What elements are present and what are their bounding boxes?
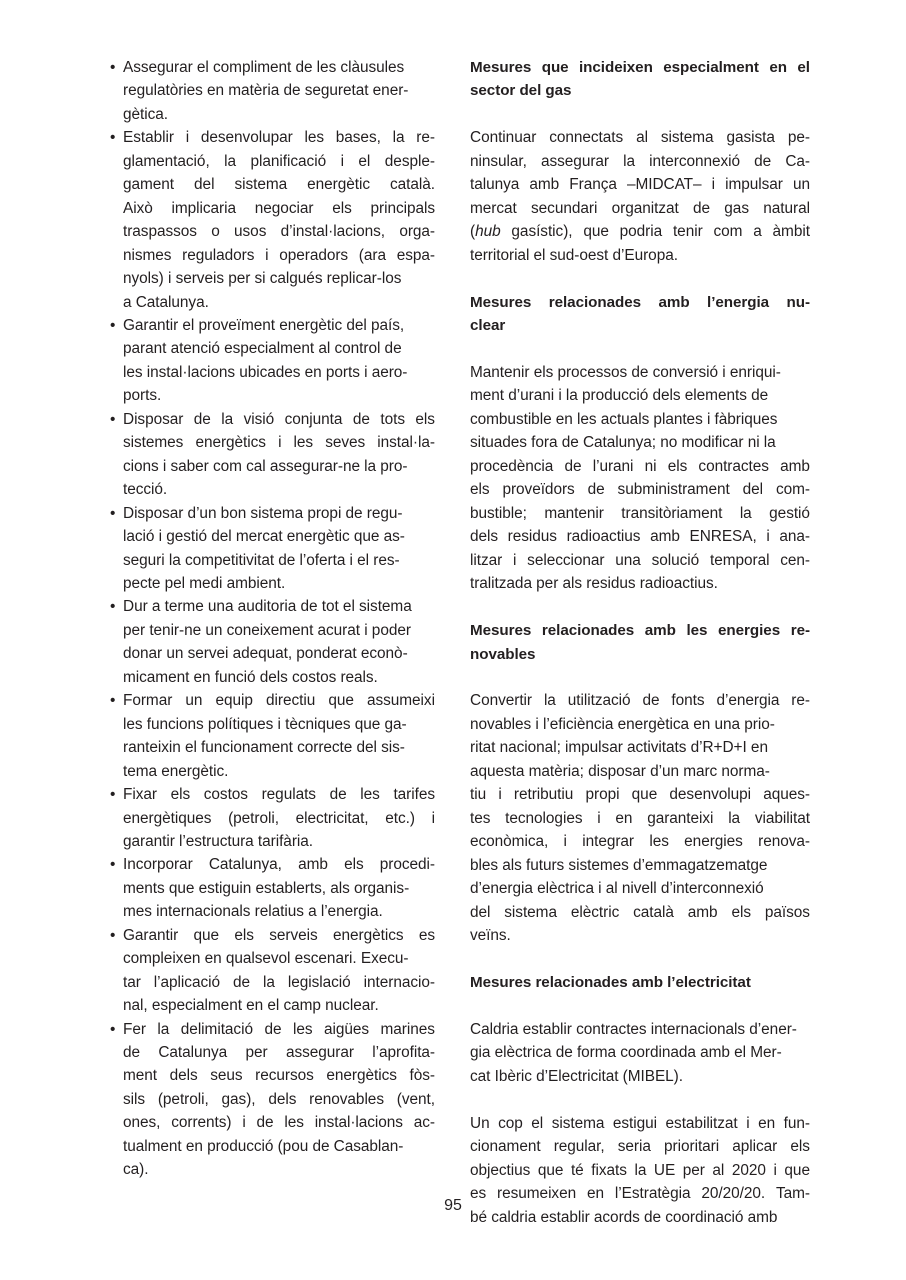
- list-item: [110, 853, 435, 923]
- text-line: Disposar de la visió conjunta de tots els: [123, 410, 435, 428]
- text-line: cions i saber com cal assegurar-ne la pro-: [123, 457, 408, 475]
- list-item-text: [123, 924, 435, 1018]
- text-line: tes tecnologies i en garanteixi la viabilitat: [470, 809, 810, 827]
- measures-bullet-list: [110, 56, 435, 1182]
- bullet-icon: •: [110, 598, 116, 616]
- bullet-icon: •: [110, 410, 116, 428]
- text-line: Dur a terme una auditoria de tot el sistema: [123, 598, 412, 616]
- list-item-text: [123, 502, 435, 596]
- list-item-text: [123, 595, 435, 689]
- list-item: [110, 408, 435, 502]
- text-line: aquesta matèria; disposar d’un marc norma-: [470, 762, 770, 780]
- section-spacer: [470, 267, 810, 291]
- text-line: Mesures que incideixen especialment en el: [470, 59, 810, 76]
- page-number: 95: [444, 1197, 462, 1214]
- text-line: sils (petroli, gas), dels renovables (vent,: [123, 1090, 435, 1108]
- text-line: les instal·lacions ubicades en ports i aero-: [123, 363, 408, 381]
- text-line: donar un servei adequat, ponderat econò-: [123, 645, 408, 663]
- text-line: procedència de l’urani ni els contractes amb: [470, 457, 810, 475]
- text-line: (hub gasístic), que podria tenir com a àmbit: [470, 223, 810, 241]
- text-line: Mesures relacionades amb les energies re-: [470, 622, 810, 640]
- body-paragraph: [470, 126, 810, 267]
- text-line: traspassos o usos d’instal·lacions, orga-: [123, 223, 435, 241]
- left-column: [110, 56, 435, 1229]
- text-line: els proveïdors de subministrament del com-: [470, 481, 810, 499]
- bullet-icon: •: [110, 59, 116, 76]
- text-line: nismes reguladors i operadors (ara espa-: [123, 246, 435, 264]
- text-line: Un cop el sistema estigui estabilitzat i en fun-: [470, 1114, 810, 1132]
- section-heading: [470, 619, 810, 666]
- text-line: tralitzada per als residus radioactius.: [470, 575, 718, 593]
- text-line: combustible en les actuals plantes i fàbriques: [470, 410, 778, 428]
- text-line: a Catalunya.: [123, 293, 209, 311]
- text-line: ports.: [123, 387, 162, 405]
- text-line: ment d’urani i la producció dels elements de: [470, 387, 769, 405]
- text-line: talunya amb França –MIDCAT– i impulsar un: [470, 176, 810, 194]
- text-line: Fer la delimitació de les aigües marines: [123, 1020, 435, 1038]
- text-line: nal, especialment en el camp nuclear.: [123, 997, 379, 1015]
- text-line: Disposar d’un bon sistema propi de regu-: [123, 504, 403, 522]
- text-line: ones, corrents) i de les instal·lacions ac-: [123, 1114, 435, 1132]
- text-line: compleixen en qualsevol escenari. Execu-: [123, 950, 409, 968]
- list-item-text: [123, 126, 435, 314]
- list-item: [110, 1018, 435, 1182]
- text-line: ca).: [123, 1161, 149, 1179]
- bullet-icon: •: [110, 926, 116, 944]
- bullet-icon: •: [110, 692, 116, 710]
- bullet-icon: •: [110, 786, 116, 804]
- text-line: tecció.: [123, 481, 168, 499]
- text-line: Mesures relacionades amb l’electricitat: [470, 973, 751, 991]
- text-line: situades fora de Catalunya; no modificar ni la: [470, 434, 776, 452]
- text-line: es resumeixen en l’Estratègia 20/20/20. Tam-: [470, 1185, 810, 1203]
- text-line: Establir i desenvolupar les bases, la re-: [123, 129, 435, 147]
- text-line: regulatòries en matèria de seguretat ener-: [123, 82, 409, 100]
- text-line: clear: [470, 317, 506, 335]
- text-line: micament en funció dels costos reals.: [123, 668, 378, 686]
- text-line: dels residus radioactius amb ENRESA, i ana-: [470, 528, 810, 546]
- paragraph-spacer: [470, 666, 810, 690]
- text-line: Assegurar el compliment de les clàusules: [123, 59, 405, 76]
- text-line: garantir l’estructura tarifària.: [123, 832, 314, 850]
- bullet-icon: •: [110, 504, 116, 522]
- list-item-text: [123, 853, 435, 923]
- text-line: econòmica, i integrar les energies renova-: [470, 833, 810, 851]
- text-line: glamentació, la planificació i el desple-: [123, 152, 435, 170]
- paragraph-spacer: [470, 103, 810, 127]
- list-item: [110, 595, 435, 689]
- list-item: [110, 502, 435, 596]
- section-heading: [470, 971, 810, 994]
- list-item-text: [123, 56, 435, 126]
- text-line: del sistema elèctric català amb els països: [470, 903, 810, 921]
- text-line: Fixar els costos regulats de les tarifes: [123, 786, 435, 804]
- body-paragraph: [470, 689, 810, 947]
- text-line: ments que estiguin establerts, als organis-: [123, 879, 410, 897]
- text-line: ranteixin el funcionament correcte del sis-: [123, 739, 405, 757]
- text-line: novables i l’eficiència energètica en una prio-: [470, 715, 775, 733]
- section-spacer: [470, 947, 810, 971]
- text-line: cat Ibèric d’Electricitat (MIBEL).: [470, 1067, 683, 1085]
- text-line: mes internacionals relatius a l’energia.: [123, 903, 383, 921]
- body-paragraph: [470, 1018, 810, 1088]
- list-item: [110, 314, 435, 408]
- text-line: mercat secundari organitzat de gas natural: [470, 199, 810, 217]
- section-heading: [470, 291, 810, 338]
- text-line: Garantir el proveïment energètic del país,: [123, 316, 405, 334]
- right-column: [470, 56, 810, 1229]
- text-line: d’energia elèctrica i al nivell d’interconnexió: [470, 880, 764, 898]
- text-line: bustible; mantenir transitòriament la gestió: [470, 504, 810, 522]
- text-line: gia elèctrica de forma coordinada amb el Mer-: [470, 1044, 782, 1062]
- text-line: novables: [470, 645, 536, 663]
- text-line: ninsular, assegurar la interconnexió de Ca-: [470, 152, 810, 170]
- text-line: tiu i retributiu propi que desenvolupi aques-: [470, 786, 810, 804]
- text-line: bé caldria establir acords de coordinació amb: [470, 1208, 778, 1226]
- text-line: nyols) i serveis per si calgués replicar-los: [123, 270, 402, 288]
- list-item-text: [123, 1018, 435, 1182]
- text-line: gètica.: [123, 105, 168, 123]
- list-item-text: [123, 314, 435, 408]
- paragraph-spacer: [470, 994, 810, 1018]
- text-line: Convertir la utilització de fonts d’energia re-: [470, 692, 810, 710]
- text-line: Això implicaria negociar els principals: [123, 199, 435, 217]
- text-line: parant atenció especialment al control de: [123, 340, 402, 358]
- text-line: Caldria establir contractes internacionals d’ener-: [470, 1020, 797, 1038]
- text-line: territorial el sud-oest d’Europa.: [470, 246, 678, 264]
- text-line: Formar un equip directiu que assumeixi: [123, 692, 435, 710]
- text-line: gament del sistema energètic català.: [123, 176, 435, 194]
- bullet-icon: •: [110, 316, 116, 334]
- list-item: [110, 924, 435, 1018]
- text-line: veïns.: [470, 927, 511, 944]
- text-line: ritat nacional; impulsar activitats d’R+D+I en: [470, 739, 768, 757]
- text-line: energètiques (petroli, electricitat, etc.) i: [123, 809, 435, 827]
- text-line: les funcions polítiques i tècniques que ga-: [123, 715, 407, 733]
- paragraph-spacer: [470, 338, 810, 362]
- section-heading: [470, 56, 810, 103]
- bullet-icon: •: [110, 129, 116, 147]
- list-item: [110, 689, 435, 783]
- body-paragraph: [470, 361, 810, 596]
- section-spacer: [470, 596, 810, 620]
- bullet-icon: •: [110, 1020, 116, 1038]
- text-line: pecte pel medi ambient.: [123, 574, 286, 592]
- text-line: lació i gestió del mercat energètic que as-: [123, 528, 405, 546]
- text-line: Mesures relacionades amb l’energia nu-: [470, 293, 810, 311]
- text-line: sistemes energètics i les seves instal·la-: [123, 434, 435, 452]
- text-line: tualment en producció (pou de Casablan-: [123, 1137, 404, 1155]
- list-item-text: [123, 408, 435, 502]
- text-line: seguri la competitivitat de l’oferta i el res-: [123, 551, 400, 569]
- text-line: objectius que té fixats la UE per al 2020 i que: [470, 1161, 810, 1179]
- list-item: [110, 56, 435, 126]
- text-line: tema energètic.: [123, 762, 229, 780]
- text-line: de Catalunya per assegurar l’aprofita-: [123, 1044, 435, 1062]
- list-item: [110, 126, 435, 314]
- text-line: Incorporar Catalunya, amb els procedi-: [123, 856, 435, 874]
- text-line: Continuar connectats al sistema gasista pe-: [470, 129, 810, 147]
- list-item-text: [123, 689, 435, 783]
- two-column-body: [110, 56, 810, 1229]
- paragraph-spacer: [470, 1088, 810, 1112]
- text-line: bles als futurs sistemes d’emmagatzematge: [470, 856, 768, 874]
- text-line: Mantenir els processos de conversió i enriqui-: [470, 364, 781, 382]
- text-line: per tenir-ne un coneixement acurat i poder: [123, 621, 411, 639]
- text-line: sector del gas: [470, 82, 572, 100]
- list-item-text: [123, 783, 435, 853]
- bullet-icon: •: [110, 856, 116, 874]
- text-line: ment dels seus recursos energètics fòs-: [123, 1067, 435, 1085]
- list-item: [110, 783, 435, 853]
- text-line: Garantir que els serveis energètics es: [123, 926, 435, 944]
- text-line: litzar i seleccionar una solució temporal cen-: [470, 551, 810, 569]
- text-line: tar l’aplicació de la legislació internacio-: [123, 973, 435, 991]
- text-line: cionament regular, seria prioritari aplicar els: [470, 1138, 810, 1156]
